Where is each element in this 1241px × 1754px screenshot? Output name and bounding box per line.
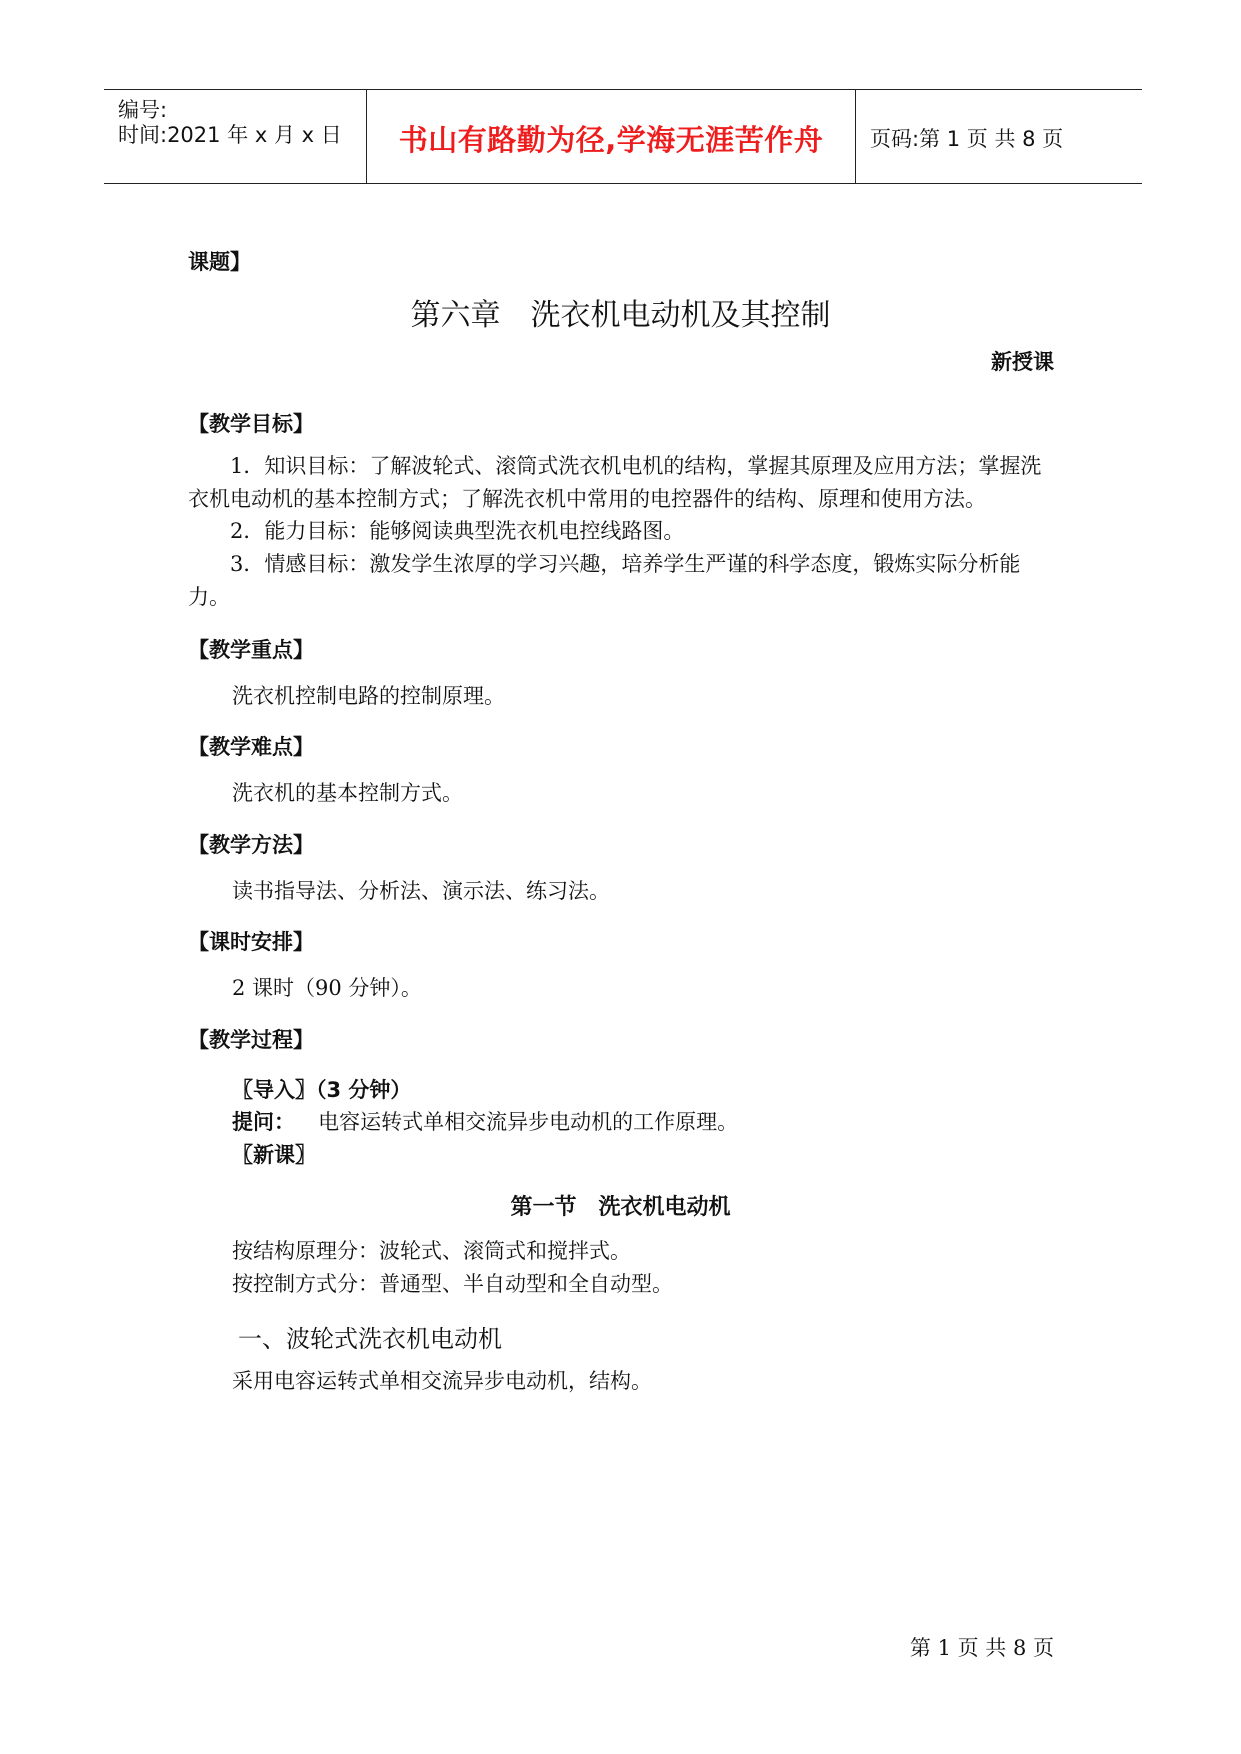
subsection-text: 采用电容运转式单相交流异步电动机，结构。 (232, 1369, 652, 1393)
intro-label: 〖导入〗（3 分钟） (232, 1078, 412, 1102)
difficulties-text: 洗衣机的基本控制方式。 (232, 781, 463, 805)
classification-line-2: 按控制方式分：普通型、半自动型和全自动型。 (232, 1272, 673, 1296)
objective-item-1: 1．知识目标：了解波轮式、滚筒式洗衣机电机的结构，掌握其原理及应用方法；掌握洗衣机电动机的基本控制方式；了解洗衣机中常用的电控器件的结构、原理和使用方法。 (188, 454, 1042, 511)
section-title: 第一节 洗衣机电动机 (510, 1195, 731, 1220)
question-text: 电容运转式单相交流异步电动机的工作原理。 (318, 1110, 739, 1134)
header-left-cell (104, 90, 366, 183)
question-line (232, 1106, 738, 1139)
topic-label: 课题】 (188, 250, 251, 274)
methods-heading: 【教学方法】 (188, 833, 314, 857)
number-label: 编号: (118, 98, 168, 122)
process-heading: 【教学过程】 (188, 1028, 314, 1052)
question-label: 提问： (232, 1110, 295, 1134)
difficulties-heading: 【教学难点】 (188, 735, 314, 759)
objective-item-3: 3．情感目标：激发学生浓厚的学习兴趣，培养学生严谨的科学态度，锻炼实际分析能力。 (188, 552, 1021, 609)
motto-text: 书山有路勤为径,学海无涯苦作舟 (398, 123, 824, 157)
header-middle-cell (366, 90, 856, 183)
header-right-cell (856, 90, 1142, 183)
schedule-heading: 【课时安排】 (188, 930, 314, 954)
objective-item-2: 2．能力目标：能够阅读典型洗衣机电控线路图。 (230, 519, 685, 543)
key-points-heading: 【教学重点】 (188, 638, 314, 662)
footer-page-number: 第 1 页 共 8 页 (909, 1636, 1054, 1660)
methods-text: 读书指导法、分析法、演示法、练习法。 (232, 879, 610, 903)
new-lesson-label: 〖新课〗 (232, 1143, 316, 1167)
objectives-heading: 【教学目标】 (188, 412, 314, 436)
subsection-heading: 一、波轮式洗衣机电动机 (238, 1325, 502, 1353)
key-points-text: 洗衣机控制电路的控制原理。 (232, 684, 505, 708)
time-label: 时间:2021 年 x 月 x 日 (118, 123, 342, 147)
header-page-info: 页码:第 1 页 共 8 页 (870, 127, 1064, 151)
lesson-type: 新授课 (991, 350, 1054, 374)
page-header-table (104, 89, 1142, 184)
classification-line-1: 按结构原理分：波轮式、滚筒式和搅拌式。 (232, 1239, 631, 1263)
schedule-text: 2 课时（90 分钟）。 (232, 976, 422, 1000)
page-title: 第六章 洗衣机电动机及其控制 (410, 298, 831, 333)
